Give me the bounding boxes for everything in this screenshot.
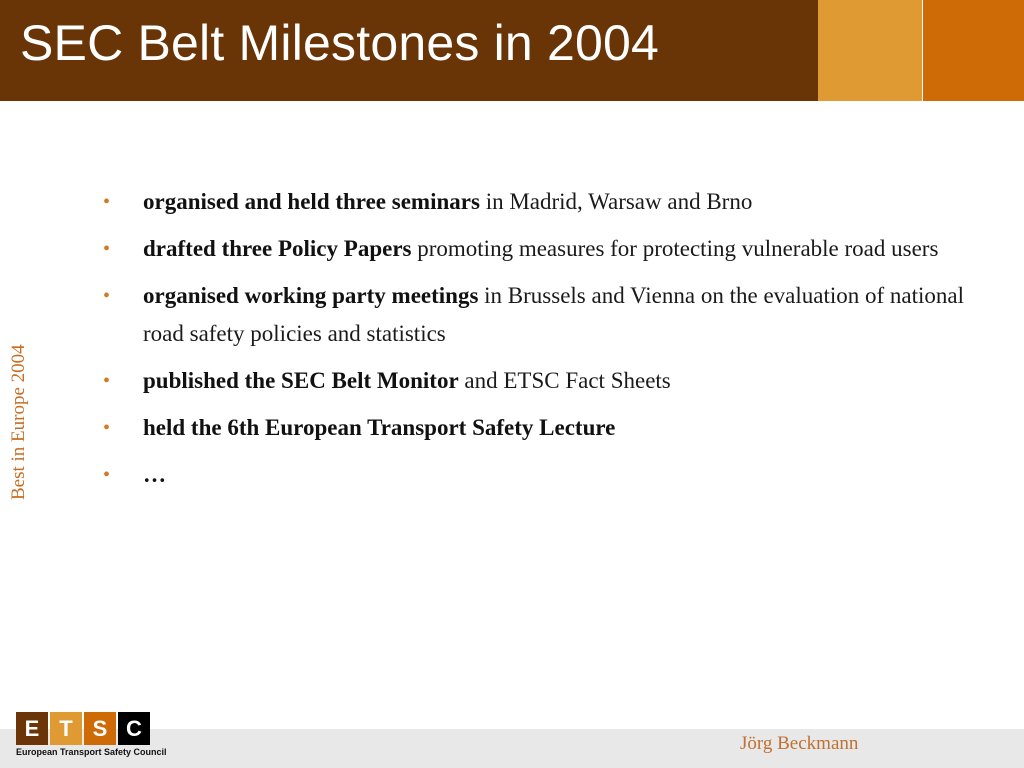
bullet-item: [100, 230, 980, 268]
side-label: Best in Europe 2004: [8, 344, 29, 500]
bullet-text: and ETSC Fact Sheets: [458, 368, 671, 393]
bullet-dot: •: [103, 464, 111, 486]
bullet-bold-text: organised working party meetings: [143, 283, 479, 308]
bullet-dot: •: [103, 285, 111, 307]
bullet-item: [100, 456, 980, 494]
bullet-item: [100, 277, 980, 353]
bullet-text: in Madrid, Warsaw and Brno: [479, 189, 753, 214]
bullet-item: [100, 362, 980, 400]
bullet-item: [100, 409, 980, 447]
slide-title: SEC Belt Milestones in 2004: [20, 15, 660, 71]
logo-letter-t: T: [50, 712, 82, 745]
accent-block-light: [818, 0, 922, 101]
bullet-bold-text: held the 6th European Transport Safety Lecture: [143, 415, 616, 440]
bullet-bold-text: published the SEC Belt Monitor: [143, 368, 459, 393]
logo-caption: European Transport Safety Council: [16, 747, 167, 757]
logo-letters: [16, 712, 164, 745]
bullet-dot: •: [103, 417, 111, 439]
bullet-text: in Brussels and Vienna on the evaluation of national road safety policies and statistics: [143, 283, 964, 346]
etsc-logo: [16, 712, 167, 762]
bullet-list: [100, 183, 980, 503]
logo-letter-c: C: [118, 712, 150, 745]
bullet-dot: •: [103, 370, 111, 392]
logo-letter-e: E: [16, 712, 48, 745]
bullet-bold-text: organised and held three seminars: [143, 189, 480, 214]
logo-letter-s: S: [84, 712, 116, 745]
bullet-bold-text: drafted three Policy Papers: [143, 236, 412, 261]
accent-block-dark: [923, 0, 1024, 101]
bullet-bold-text: …: [143, 462, 166, 487]
bullet-item: [100, 183, 980, 221]
title-bar: [0, 0, 818, 101]
bullet-dot: •: [103, 191, 111, 213]
bullet-dot: •: [103, 238, 111, 260]
bullet-text: promoting measures for protecting vulnerable road users: [411, 236, 939, 261]
author-name: Jörg Beckmann: [740, 733, 859, 754]
